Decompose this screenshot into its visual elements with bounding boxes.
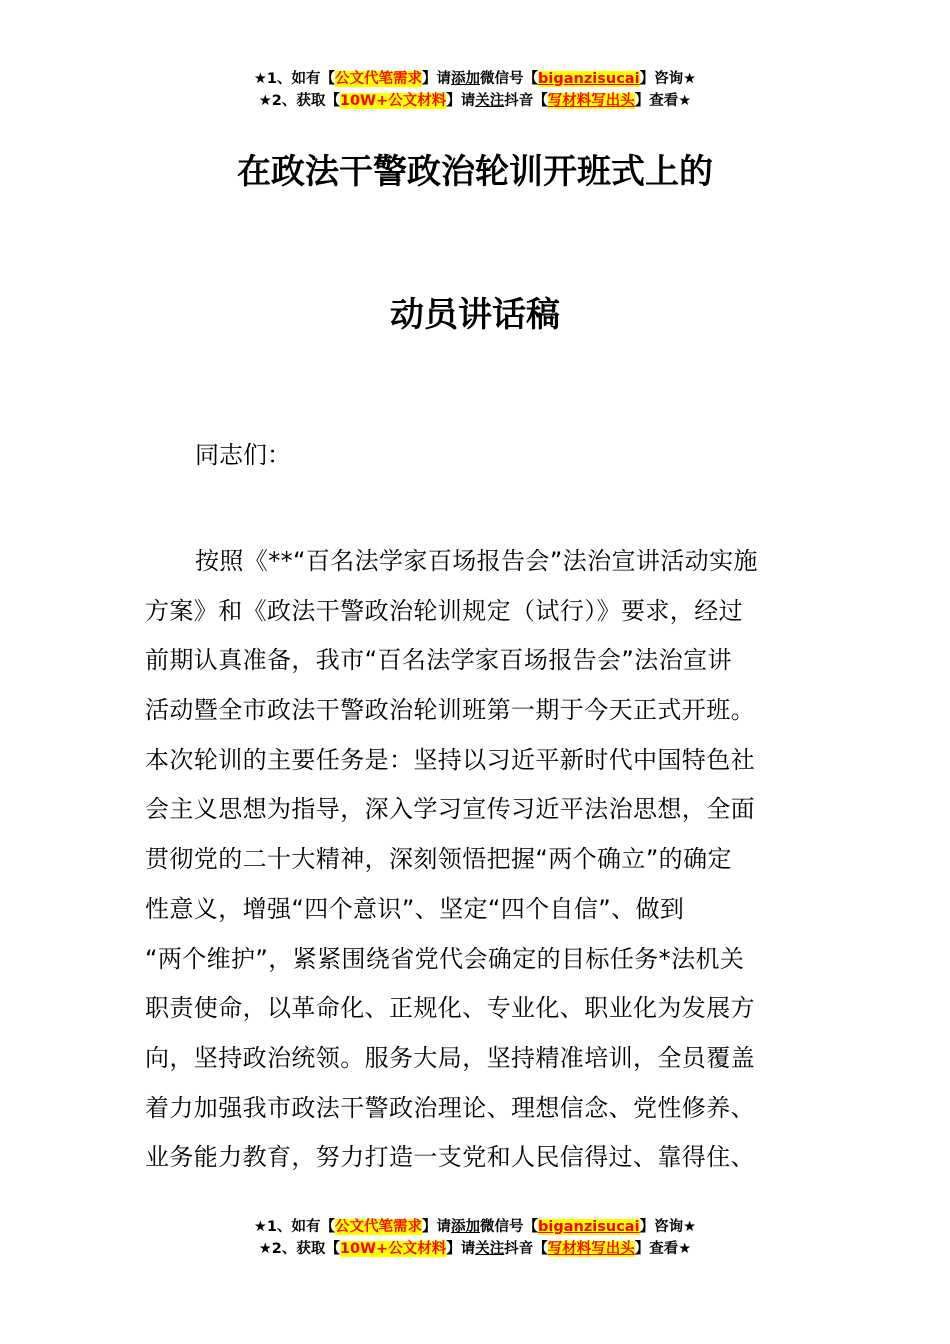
promo-emphasis: 添加 [451,71,481,87]
promo-text: 抖音【 [504,93,548,109]
promo-line-2 [0,90,950,112]
body-line: 着力加强我市政法干警政治理论、理想信念、党性修养、 [145,1093,755,1122]
body-line: 按照《**“百名法学家百场报告会”法治宣讲活动实施 [195,547,758,575]
top-promo-banner [0,68,950,112]
wechat-id-link[interactable]: biganzisucai [538,1219,640,1235]
document-title-line-1: 在政法干警政治轮训开班式上的 [237,152,713,192]
bottom-promo-banner [0,1216,950,1260]
promo-line-1 [0,68,950,90]
promo-highlight: 10W+公文材料 [339,93,447,109]
promo-text: ★2、获取【 [258,93,340,109]
promo-text: 】查看★ [634,1241,692,1257]
promo-highlight: 公文代笔需求 [335,71,423,87]
promo-line-1 [0,1216,950,1238]
douyin-account-link[interactable]: 写材料写出头 [547,93,635,109]
promo-highlight: 10W+公文材料 [339,1241,447,1257]
promo-line-2 [0,1238,950,1260]
promo-text: ★1、如有【 [253,71,336,87]
promo-text: 】查看★ [634,93,692,109]
promo-emphasis: 添加 [451,1219,481,1235]
promo-text: 】咨询★ [639,1219,697,1235]
body-line: 性意义，增强“四个意识”、坚定“四个自信”、做到 [145,894,685,923]
promo-emphasis: 关注 [475,93,505,109]
promo-text: 】咨询★ [639,71,697,87]
document-title-line-2: 动员讲话稿 [390,295,560,335]
wechat-id-link[interactable]: biganzisucai [538,71,640,87]
body-line: 活动暨全市政法干警政治轮训班第一期于今天正式开班。 [145,696,755,725]
douyin-account-link[interactable]: 写材料写出头 [547,1241,635,1257]
salutation: 同志们： [195,441,291,469]
document-body [145,537,810,1183]
body-line: 贯彻党的二十大精神，深刻领悟把握“两个确立”的确定 [145,845,732,874]
body-line: 本次轮训的主要任务是：坚持以习近平新时代中国特色社 [145,745,755,774]
body-line: 向，坚持政治统领。服务大局，坚持精准培训，全员覆盖 [145,1043,755,1072]
promo-text: 微信号【 [480,71,539,87]
promo-text: 微信号【 [480,1219,539,1235]
promo-highlight: 公文代笔需求 [335,1219,423,1235]
promo-text: ★2、获取【 [258,1241,340,1257]
body-line: “两个维护”，紧紧围绕省党代会确定的目标任务*法机关 [145,944,745,973]
body-line: 方案》和《政法干警政治轮训规定（试行）》要求，经过 [145,596,743,625]
promo-emphasis: 关注 [475,1241,505,1257]
body-line: 会主义思想为指导，深入学习宣传习近平法治思想，全面 [145,795,755,824]
promo-text: 】请 [422,71,452,87]
body-line: 业务能力教育，努力打造一支党和人民信得过、靠得住、 [145,1143,755,1172]
body-line: 前期认真准备，我市“百名法学家百场报告会”法治宣讲 [145,646,732,675]
body-line: 职责使命，以革命化、正规化、专业化、职业化为发展方 [145,994,755,1023]
promo-text: 抖音【 [504,1241,548,1257]
promo-text: 】请 [446,1241,476,1257]
promo-text: ★1、如有【 [253,1219,336,1235]
promo-text: 】请 [446,93,476,109]
promo-text: 】请 [422,1219,452,1235]
